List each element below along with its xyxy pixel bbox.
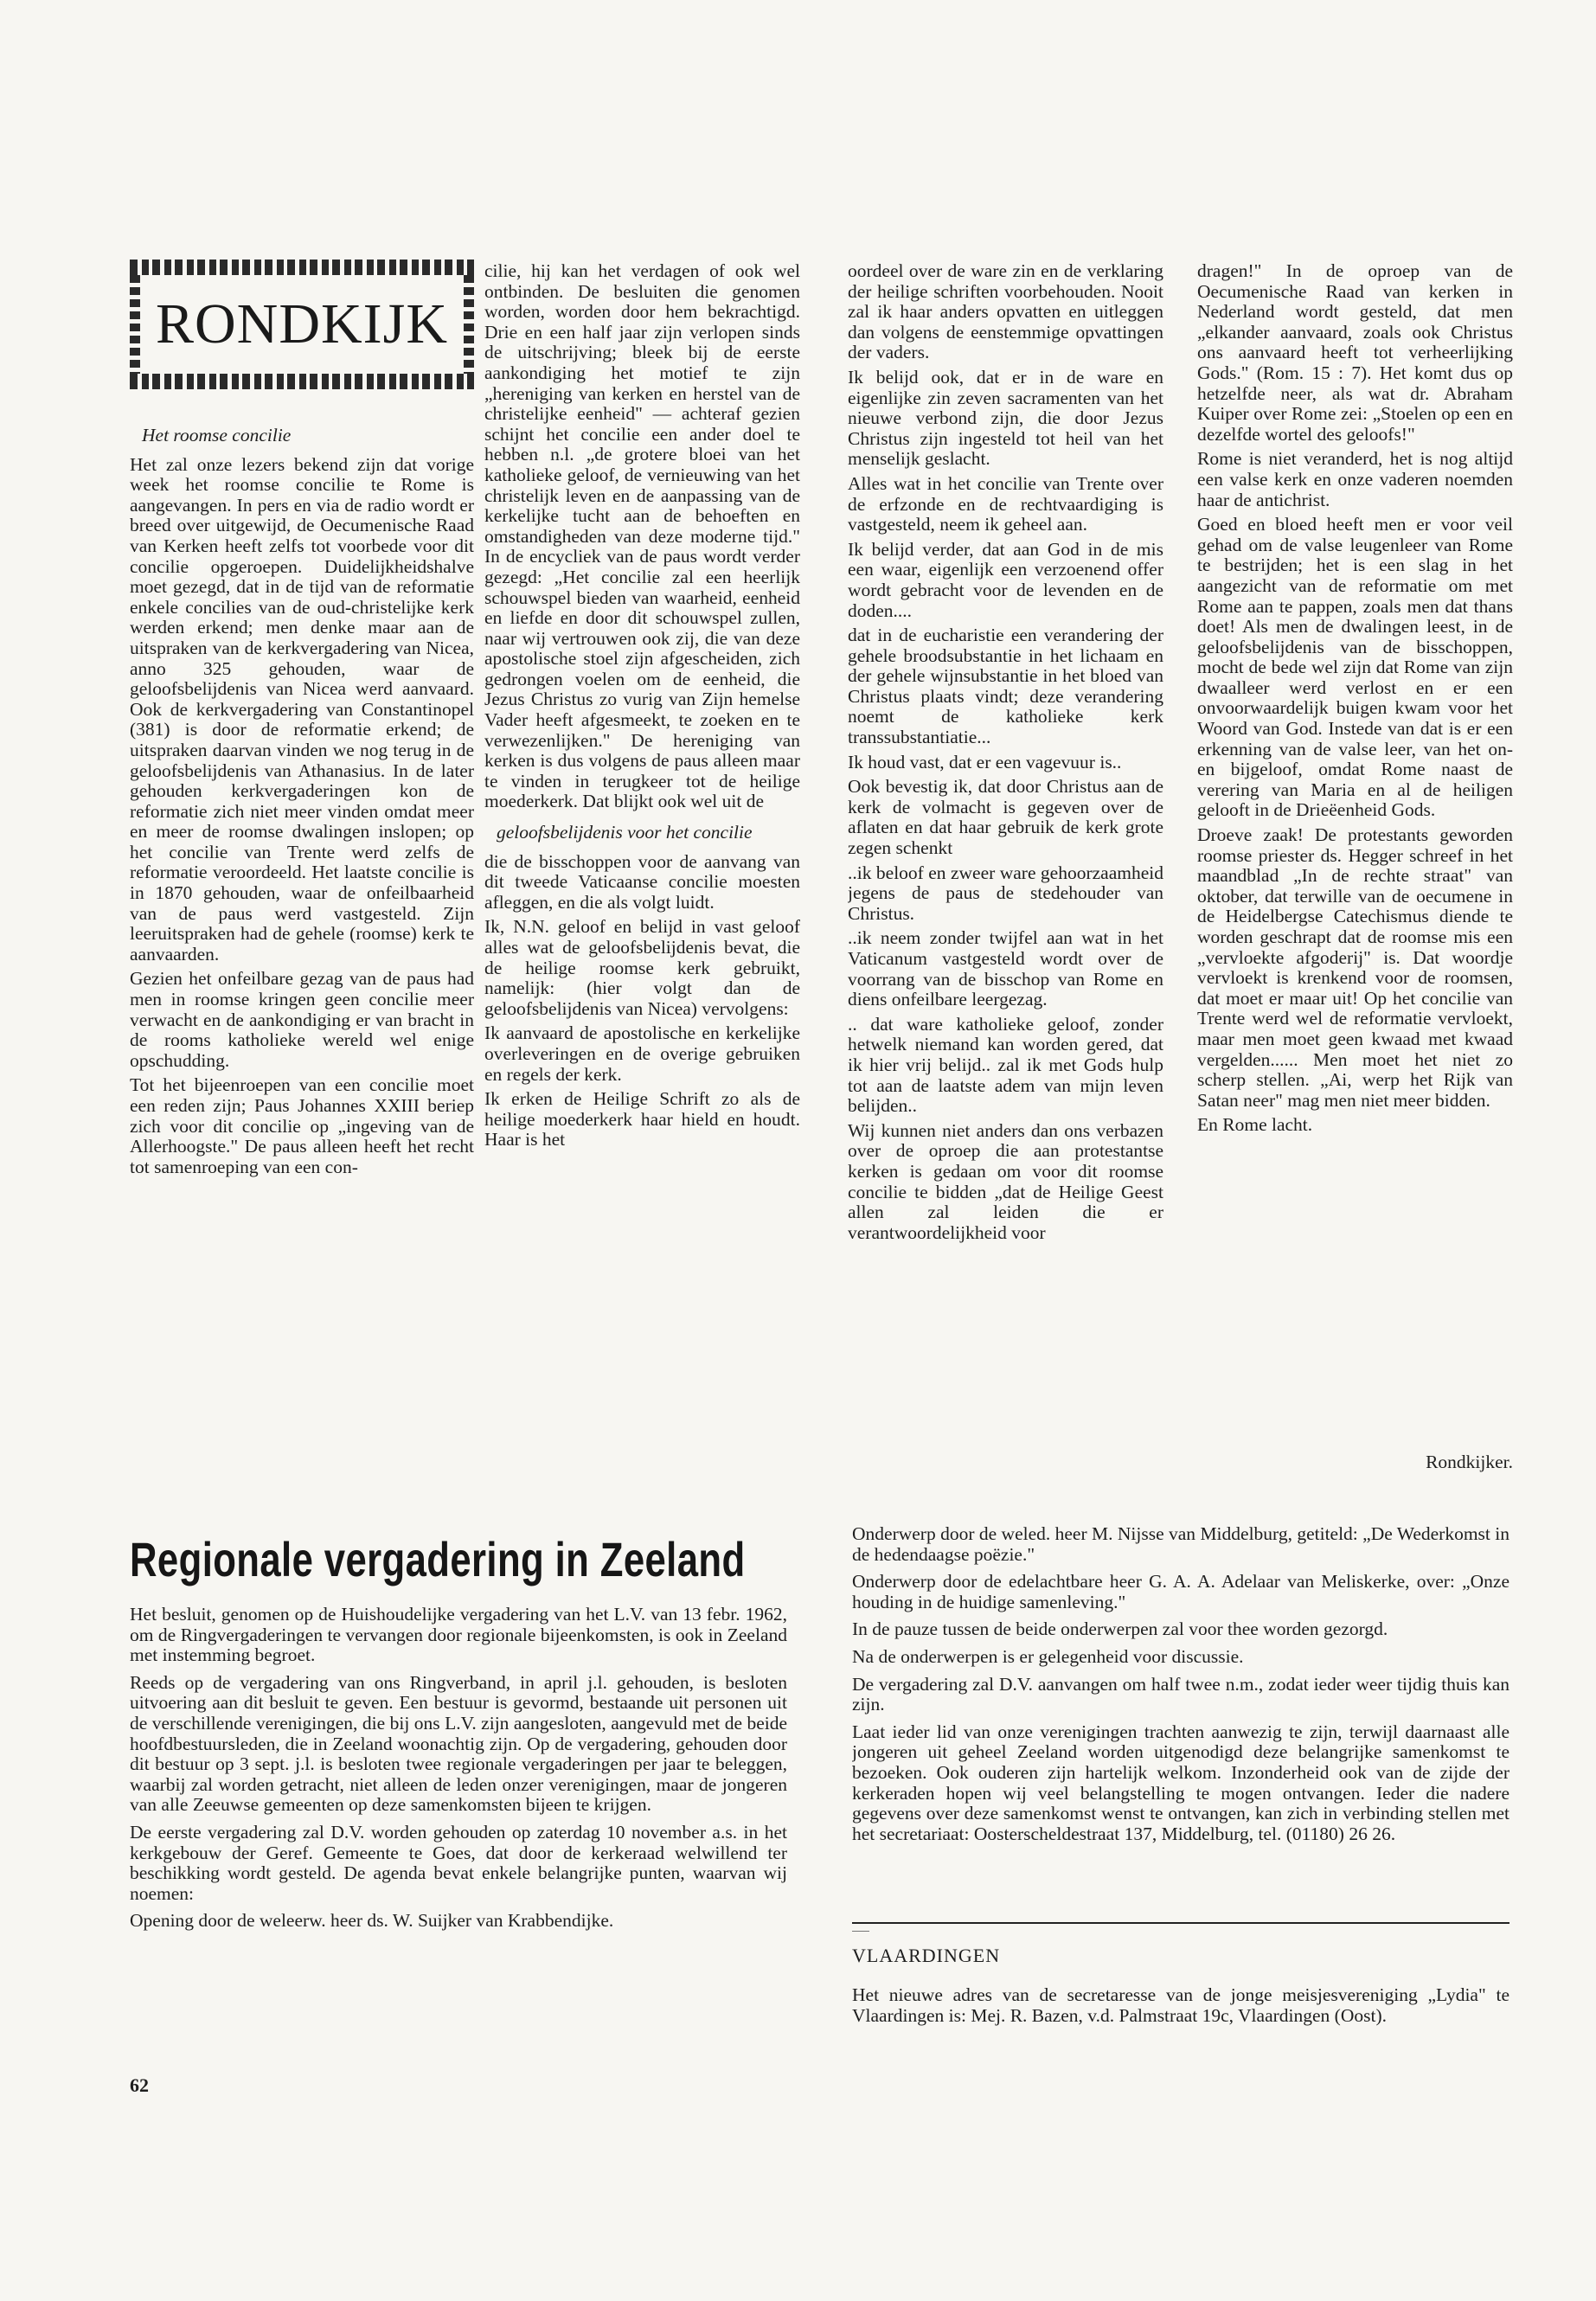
- vlaardingen-heading: VLAARDINGEN: [852, 1945, 1001, 1966]
- paragraph: Goed en bloed heeft men er voor veil gehad om de valse leugenleer van Rome te bestrijden; het is een slag in het aangezicht van de reformatie om met Rome aan te pappen, zoals men dat thans doet! Als men de dwalingen leest, in de geloofsbelijdenis van de bisschoppen, mocht de bede wel zijn dat Rome van zijn dwaalleer werd verlost en er een onvoorwaardelijk buigen kwam voor het Woord van God. Instede van dat is er een erkenning van de valse leer, van het on- en bijgeloof, omdat Rome naast de verering van Maria en al de heiligen gelooft in de Drieëenheid Gods.: [1197, 514, 1513, 821]
- paragraph: Ik belijd ook, dat er in de ware en eigenlijke zin zeven sacramenten van het nieuwe verbond zijn, die door Jezus Christus zijn ingesteld tot heil van het menselijk geslacht.: [848, 366, 1163, 470]
- paragraph: ..ik beloof en zweer ware gehoorzaamheid jegens de paus de stedehouder van Christus.: [848, 862, 1163, 924]
- banner-title: RONDKIJK: [156, 292, 448, 356]
- paragraph: Reeds op de vergadering van ons Ringverband, in april j.l. gehouden, is besloten uitvoering aan dit besluit te geven. Een bestuur is gevormd, bestaande uit personen uit de verschillende verenigingen, die bij ons L.V. zijn aangesloten, aangevuld met de beide hoofdbestuursleden, die in Zeeland woonachtig zijn. Op de vergadering, gehouden door dit bestuur op 3 sept. j.l. is besloten twee regionale vergaderingen per jaar te beleggen, waarbij zal worden getracht, niet alleen de leden onzer verenigingen, maar de jongeren van alle Zeeuwse gemeenten op deze samenkomsten bijeen te krijgen.: [130, 1671, 787, 1816]
- paragraph: Ik, N.N. geloof en belijd in vast geloof alles wat de geloofsbelijdenis bevat, die de heilige roomse kerk gebruikt, namelijk: (hier volgt dan de geloofsbelijdenis van Nicea) vervolgens:: [484, 916, 800, 1019]
- article-signature: Rondkijker.: [1426, 1452, 1513, 1472]
- paragraph: Tot het bijeenroepen van een concilie moet een reden zijn; Paus Johannes XXIII beriep zich voor dit concilie op „ingeving van de Allerhoogste." De paus alleen heeft het recht tot samenroeping van een con-: [130, 1074, 474, 1177]
- paragraph: In de pauze tussen de beide onderwerpen zal voor thee worden gezorgd.: [852, 1618, 1388, 1640]
- paragraph: Ik aanvaard de apostolische en kerkelijke overleveringen en de overige gebruiken en regels der kerk.: [484, 1022, 800, 1085]
- paragraph: Het nieuwe adres van de secretaresse van de jonge meisjesvereniging „Lydia" te Vlaardingen is: Mej. R. Bazen, v.d. Palmstraat 19c, Vlaardingen (Oost).: [852, 1985, 1509, 2026]
- column-subtitle: Het roomse concilie: [142, 425, 292, 445]
- vlaardingen-body: [852, 1985, 1509, 2063]
- paragraph: oordeel over de ware zin en de verklaring der heilige schriften voorbehouden. Nooit zal ik haar anders opvatten en uitleggen dan volgens de eenstemmige opvattingen der vaders.: [848, 261, 1163, 363]
- paragraph: Onderwerp door de weled. heer M. Nijsse van Middelburg, getiteld: „De Wederkomst in de hedendaagse poëzie.": [852, 1524, 1509, 1565]
- regionale-body-left: [130, 1605, 787, 2054]
- section-divider: [852, 1922, 1509, 1924]
- paragraph: Ik erken de Heilige Schrift zo als de heilige moederkerk haar hield en houdt. Haar is het: [484, 1088, 800, 1150]
- article-column-1: [130, 415, 474, 1475]
- regionale-headline: Regionale vergadering in Zeeland: [130, 1532, 746, 1586]
- banner-ornament-bottom: [130, 374, 474, 389]
- paragraph: ..ik neem zonder twijfel aan wat in het Vaticanum vastgesteld wordt over de voorrang van de bisschop van Rome en diens onfeilbare leergezag.: [848, 927, 1163, 1010]
- rondkijk-banner: [130, 260, 474, 389]
- paragraph: Wij kunnen niet anders dan ons verbazen over de oproep die aan protestantse kerken is gedaan om voor dit roomse concilie te bidden „dat de Heilige Geest allen zal leiden die er verantwoordelijkheid voor: [848, 1119, 1163, 1243]
- column-subtitle: geloofsbelijdenis voor het concilie: [497, 822, 753, 843]
- paragraph: Laat ieder lid van onze verenigingen trachten aanwezig te zijn, terwijl daarnaast alle jongeren uit geheel Zeeland worden uitgenodigd deze belangrijke samenkomst te bezoeken. Ook ouderen zijn hartelijk welkom. Inzonderheid ook van de zijde der kerkeraden hopen wij veel belangstelling te mogen ontvangen. Ieder die nadere gegevens over deze samenkomst wenst te ontvangen, kan zich in verbinding stellen met het secretariaat: Oosterscheldestraat 137, Middelburg, tel. (01180) 26 26.: [852, 1721, 1509, 1844]
- paragraph: De eerste vergadering zal D.V. worden gehouden op zaterdag 10 november a.s. in het kerkgebouw der Geref. Gemeente te Goes, dat door de kerkeraad welwillend ter beschikking wordt gesteld. De agenda bevat enkele belangrijke punten, waarvan wij noemen:: [130, 1821, 787, 1904]
- paragraph: De vergadering zal D.V. aanvangen om half twee n.m., zodat ieder weer tijdig thuis kan zijn.: [852, 1673, 1509, 1715]
- paragraph: Droeve zaak! De protestants geworden roomse priester ds. Hegger schreef in het maandblad „In de rechte straat" van oktober, dat terwille van de oecumene in de Heidelbergse Catechismus diende te worden geschrapt dat de roomse mis een „vervloekte afgoderij" is. Dat woordje vervloekt is krenkend voor de roomsen, dat moet er maar uit! Op het concilie van Trente werd wel de reformatie vervloekt, maar men moet geen kwaad met kwaad vergelden...... Men moet het niet zo scherp stellen. „Ai, werp het Rijk van Satan neer" mag men niet meer bidden.: [1197, 824, 1513, 1111]
- article-column-2: [484, 261, 800, 1474]
- paragraph: Alles wat in het concilie van Trente over de erfzonde en de rechtvaardiging is vastgesteld, neem ik geheel aan.: [848, 472, 1163, 535]
- banner-ornament-left: [130, 275, 140, 374]
- paragraph: Gezien het onfeilbare gezag van de paus had men in roomse kringen geen concilie meer verwacht en de aankondiging er van bracht in de rooms katholieke wereld wel enige opschudding.: [130, 968, 474, 1071]
- paragraph: Na de onderwerpen is er gelegenheid voor discussie.: [852, 1645, 1244, 1667]
- paragraph: Rome is niet veranderd, het is nog altijd een valse kerk en onze vaderen noemden haar de antichrist.: [1197, 448, 1513, 510]
- paragraph: Ik houd vast, dat er een vagevuur is..: [848, 751, 1122, 772]
- page-number: 62: [130, 2074, 149, 2096]
- paragraph: Ook bevestig ik, dat door Christus aan de kerk de volmacht is gegeven over de aflaten en dat haar gebruik de kerk grote zegen schenkt: [848, 776, 1163, 859]
- article-column-3: [848, 261, 1163, 1474]
- paragraph: En Rome lacht.: [1197, 1114, 1313, 1136]
- article-column-4: [1197, 261, 1513, 1474]
- paragraph: .. dat ware katholieke geloof, zonder hetwelk niemand kan worden gered, dat ik hier vrij belijd.. zal ik met Gods hulp tot aan de laatste adem van mijn leven belijden..: [848, 1013, 1163, 1117]
- banner-ornament-right: [464, 275, 474, 374]
- paragraph: Opening door de weleerw. heer ds. W. Suijker van Krabbendijke.: [130, 1910, 614, 1932]
- banner-ornament-top: [130, 260, 474, 275]
- paragraph: cilie, hij kan het verdagen of ook wel ontbinden. De besluiten die genomen worden, worden door hem bekrachtigd. Drie en een half jaar zijn verlopen sinds de uitschrijving; bleek bij de eerste aankondiging het motief te zijn „hereniging van kerken en herstel van de christelijke eenheid" — achteraf gezien schijnt het concilie een ander doel te hebben n.l. „de grotere bloei van het katholieke geloof, de vernieuwing van het christelijk leven en de aanpassing van de kerkelijke tucht aan de behoeften en omstandigheden van deze moderne tijd." In de encycliek van de paus wordt verder gezegd: „Het concilie zal een heerlijk schouwspel bieden van waarheid, eenheid en liefde en door dit schouwspel zullen, naar wij vertrouwen ook zij, die van deze apostolische stoel zijn afgescheiden, zich gedrongen voelen om de eenheid, die Jezus Christus zo vurig van Zijn hemelse Vader heeft afgesmeekt, te zoeken en te verwezenlijken." De hereniging van kerken is dus volgens de paus alleen maar te vinden in terugkeer tot de heilige moederkerk. Dat blijkt ook wel uit de: [484, 261, 800, 812]
- paragraph: Ik belijd verder, dat aan God in de mis een waar, eigenlijk een verzoenend offer wordt gebracht voor de levenden en de doden....: [848, 538, 1163, 621]
- divider-mark: [852, 1931, 869, 1937]
- paragraph: Het besluit, genomen op de Huishoudelijke vergadering van het L.V. van 13 febr. 1962, om de Ringvergaderingen te vervangen door regionale bijeenkomsten, is ook in Zeeland met instemming begroet.: [130, 1605, 787, 1666]
- regionale-body-right: [852, 1524, 1509, 1905]
- paragraph: Het zal onze lezers bekend zijn dat vorige week het roomse concilie te Rome is aangevangen. In pers en via de radio wordt er breed over uitgewijd, de Oecumenische Raad van Kerken heeft zelfs tot voorbede voor dit concilie opgeroepen. Duidelijkheidshalve moet gezegd, dat in de tijd van de reformatie enkele concilies van de oud-christelijke kerk werden erkend; men denke maar aan de uitspraken van de kerkvergadering van Nicea, anno 325 gehouden, waar de geloofsbelijdenis van Nicea werd aanvaard. Ook de kerkvergadering van Constantinopel (381) is door de reformatie erkend; de uitspraken daarvan vinden we nog terug in de geloofsbelijdenis van Athanasius. In de later gehouden kerkvergaderingen kon de reformatie zich niet meer vinden omdat meer en meer de roomse dwalingen inslopen; op het concilie van Trente werd zelfs de reformatie veroordeeld. Het laatste concilie is in 1870 gehouden, waar de onfeilbaarheid van de paus werd vastgesteld. Zijn leeruitspraken had de gehele (roomse) kerk te aanvaarden.: [130, 453, 474, 965]
- paragraph: die de bisschoppen voor de aanvang van dit tweede Vaticaanse concilie moesten afleggen, en die als volgt luidt.: [484, 850, 800, 913]
- paragraph: Onderwerp door de edelachtbare heer G. A. A. Adelaar van Meliskerke, over: „Onze houding in de huidige samenleving.": [852, 1571, 1509, 1612]
- paragraph: dragen!" In de oproep van de Oecumenische Raad van kerken in Nederland wordt gesteld, dat men „elkander aanvaard, zoals ook Christus ons aanvaard heeft tot verheerlijking Gods." (Rom. 15 : 7). Het komt dus op hetzelfde neer, als wat dr. Abraham Kuiper over Rome zei: „Stoelen op een en dezelfde wortel des geloofs!": [1197, 261, 1513, 445]
- paragraph: dat in de eucharistie een verandering der gehele broodsubstantie in het lichaam en der gehele wijnsubstantie in het bloed van Christus plaats vindt; deze verandering noemt de katholieke kerk transsubstantiatie...: [848, 625, 1163, 748]
